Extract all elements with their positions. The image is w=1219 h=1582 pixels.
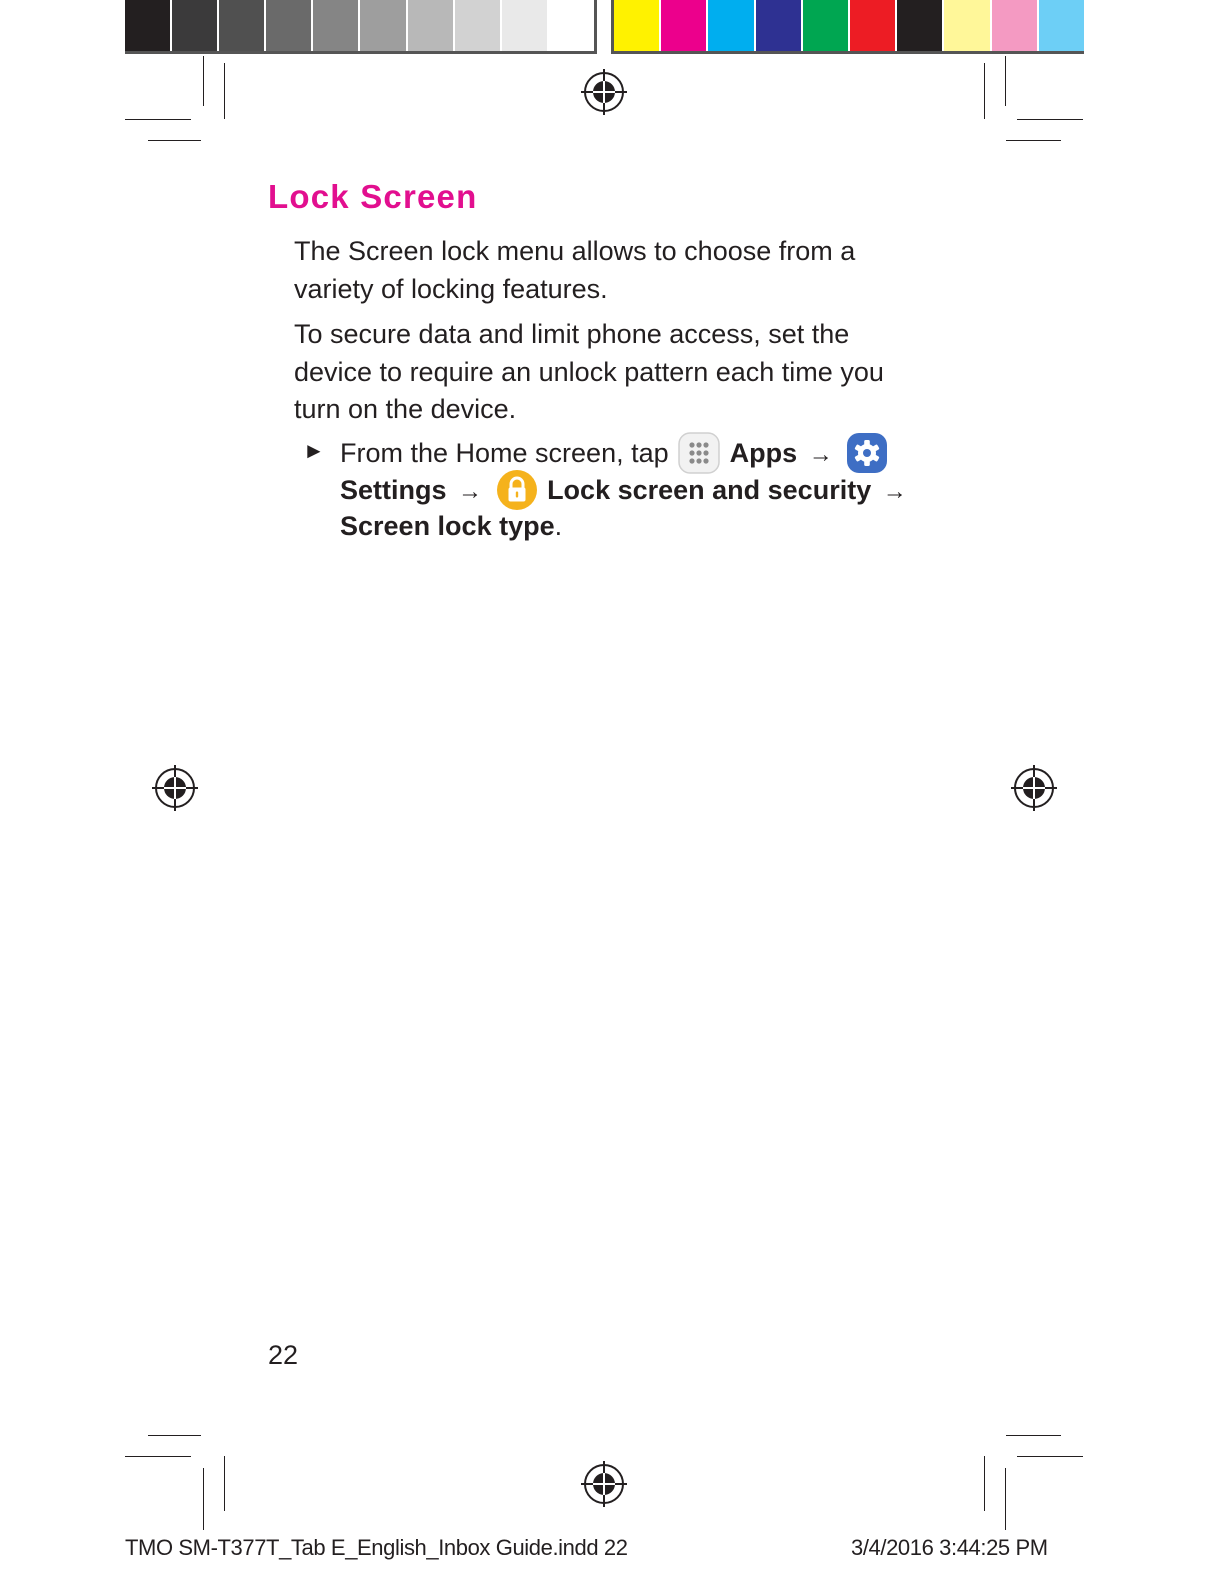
process-color-bar <box>611 0 1084 54</box>
color-swatch <box>125 0 172 51</box>
color-swatch <box>803 0 850 51</box>
arrow-icon: → <box>808 441 833 469</box>
registration-mark-top <box>581 69 627 115</box>
intro-line: variety of locking features. <box>294 273 608 304</box>
secure-line: device to require an unlock pattern each time you <box>294 356 884 387</box>
crop-mark <box>224 1456 225 1511</box>
crop-mark <box>1005 56 1006 106</box>
color-swatch <box>219 0 266 51</box>
secure-line: turn on the device. <box>294 394 517 424</box>
color-swatch <box>661 0 708 51</box>
registration-mark-right <box>1011 765 1057 811</box>
crop-mark <box>984 63 985 119</box>
crop-mark <box>1017 119 1083 120</box>
color-swatch <box>549 0 594 51</box>
crop-mark <box>203 1468 204 1530</box>
step-line-3 <box>340 508 562 545</box>
color-swatch <box>502 0 549 51</box>
registration-mark-bottom <box>581 1461 627 1507</box>
color-swatch <box>266 0 313 51</box>
crop-mark <box>148 140 201 141</box>
color-swatch <box>313 0 360 51</box>
step-end: . <box>554 511 563 541</box>
slug-datetime: 3/4/2016 3:44:25 PM <box>851 1535 1048 1560</box>
color-swatch <box>455 0 502 51</box>
bullet-icon: ► <box>303 438 325 463</box>
settings-gear-icon[interactable] <box>846 432 888 474</box>
crop-mark <box>984 1456 985 1511</box>
color-swatch <box>408 0 455 51</box>
lock-security-label: Lock screen and security <box>547 475 872 506</box>
apps-label: Apps <box>729 438 798 469</box>
color-swatch <box>992 0 1039 51</box>
apps-grid-icon[interactable] <box>678 432 720 474</box>
crop-mark <box>1005 1468 1006 1530</box>
color-swatch <box>850 0 897 51</box>
step-line-2 <box>340 471 911 508</box>
crop-mark <box>224 63 225 119</box>
intro-line: The Screen lock menu allows to choose from a <box>294 236 856 266</box>
color-swatch <box>897 0 944 51</box>
crop-mark <box>148 1435 201 1436</box>
color-swatch <box>614 0 661 51</box>
crop-mark <box>1006 140 1061 141</box>
page-number: 22 <box>268 1340 299 1370</box>
color-swatch <box>756 0 803 51</box>
crop-mark <box>125 119 191 120</box>
screen-lock-type-label: Screen lock type <box>340 511 555 541</box>
intro-paragraph <box>294 233 934 308</box>
color-swatch <box>172 0 219 51</box>
step-prefix: From the Home screen, tap <box>340 438 669 469</box>
arrow-icon: → <box>458 478 483 506</box>
color-swatch <box>708 0 755 51</box>
arrow-icon: → <box>882 478 907 506</box>
crop-mark <box>1017 1456 1083 1457</box>
secure-line: To secure data and limit phone access, set the <box>294 319 850 349</box>
registration-mark-left <box>152 765 198 811</box>
crop-mark <box>203 56 204 106</box>
color-swatch <box>360 0 407 51</box>
crop-mark <box>1006 1435 1061 1436</box>
color-swatch <box>944 0 991 51</box>
crop-mark <box>125 1456 191 1457</box>
slug-filename: TMO SM-T377T_Tab E_English_Inbox Guide.indd 22 <box>125 1535 628 1560</box>
color-swatch <box>1039 0 1084 51</box>
secure-paragraph <box>294 316 934 429</box>
lock-icon[interactable] <box>496 469 538 511</box>
grayscale-color-bar <box>125 0 597 54</box>
section-title: Lock Screen <box>268 178 478 215</box>
step-line-1 <box>340 434 890 471</box>
settings-label: Settings <box>340 475 447 506</box>
